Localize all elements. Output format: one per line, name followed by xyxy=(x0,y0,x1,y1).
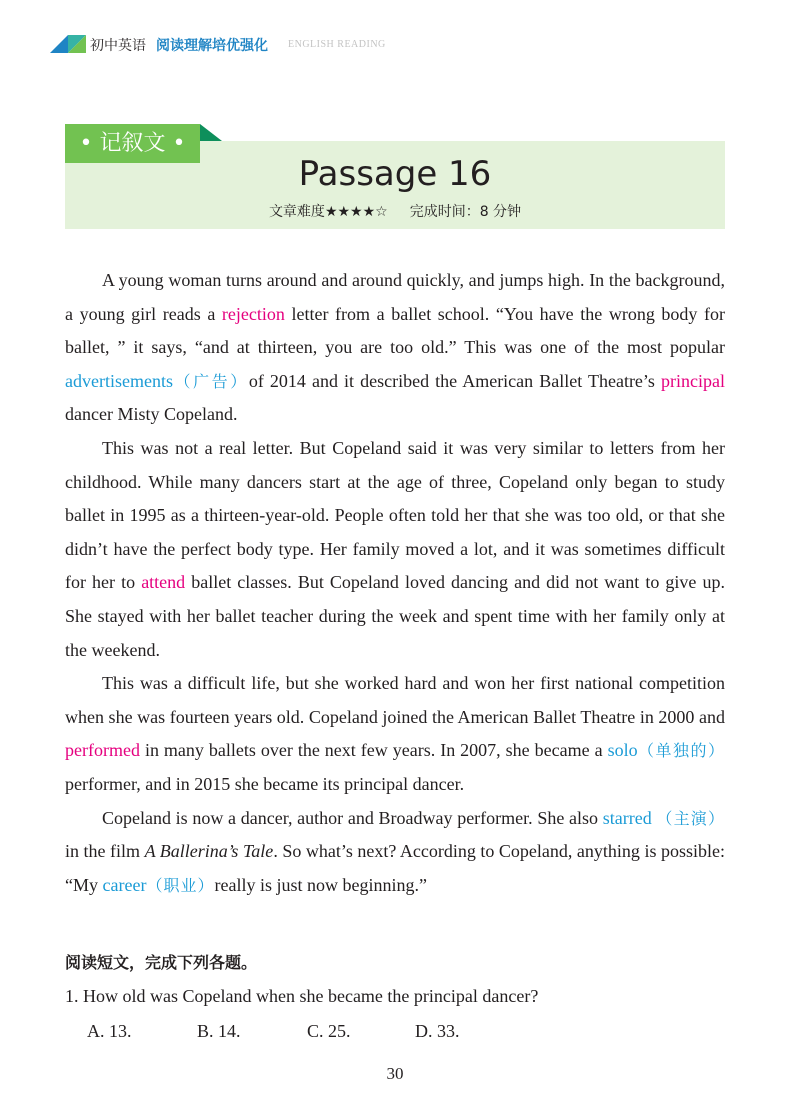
vocab-highlight: advertisements xyxy=(65,370,173,391)
vocab-highlight: rejection xyxy=(221,303,285,324)
vocab-highlight: attend xyxy=(141,572,186,593)
vocab-highlight: career xyxy=(102,874,147,895)
question-instruction: 阅读短文，完成下列各题。 xyxy=(65,953,258,972)
vocab-highlight: starred xyxy=(602,807,652,828)
page-header xyxy=(50,32,410,56)
text-run: dancer Misty Copeland. xyxy=(65,404,238,425)
option-b[interactable]: B. 14. xyxy=(197,1021,241,1041)
vocab-gloss: （广告） xyxy=(172,371,249,391)
article-paragraph xyxy=(65,667,725,801)
difficulty-label: 文章难度 xyxy=(268,204,325,220)
film-title: A Ballerina’s Tale xyxy=(144,841,274,862)
text-run: performer, and in 2015 she became its principal dancer. xyxy=(65,773,465,794)
vocab-gloss: （主演） xyxy=(656,808,725,828)
tag-fold xyxy=(200,124,222,141)
option-d[interactable]: D. 33. xyxy=(415,1021,460,1041)
question-1-options xyxy=(87,1021,507,1047)
vocab-gloss: （职业） xyxy=(146,875,215,895)
option-c[interactable]: C. 25. xyxy=(307,1021,351,1041)
article-paragraph xyxy=(65,802,725,903)
question-1-text: 1. How old was Copeland when she became the principal dancer? xyxy=(65,986,539,1006)
text-run: This was a difficult life, but she worked hard and won her first national competition when she was fourteen years old. Copeland joined the American Ballet Theatre in 2000 and xyxy=(65,673,725,727)
vocab-highlight: performed xyxy=(65,740,140,761)
text-run: Copeland is now a dancer, author and Broadway performer. She also xyxy=(102,807,603,828)
text-run: . So what’s next? According to Copeland, anything is possible: “My xyxy=(65,841,725,895)
article-body xyxy=(65,264,725,902)
text-run: This was not a real letter. But Copeland said it was very similar to letters from her childhood. While many dancers start at the age of three, Copeland only began to study ballet in 1995 as a thirteen-year-old. People often told her that she was too old, or that she didn’t have the perfect body type. Her family moved a lot, and it was sometimes difficult for her to xyxy=(65,437,725,593)
text-run: in many ballets over the next few years. In 2007, she became a xyxy=(139,740,608,761)
article-paragraph xyxy=(65,264,725,432)
text-run: of 2014 and it described the American Ballet Theatre’s xyxy=(248,370,661,391)
time-label: 完成时间：8 分钟 xyxy=(409,204,522,220)
text-run: in the film xyxy=(65,841,145,862)
book-title: 阅读理解培优强化 xyxy=(156,38,268,54)
option-a[interactable]: A. 13. xyxy=(87,1021,132,1041)
text-run: ballet classes. But Copeland loved dancing and did not want to give up. She stayed with her ballet teacher during the week and spent time with her family only at the weekend. xyxy=(65,572,725,660)
passage-meta xyxy=(65,201,725,221)
page-number: 30 xyxy=(386,1064,404,1083)
genre-tag: • 记叙文 • xyxy=(65,124,200,163)
vocab-highlight: solo xyxy=(607,740,638,761)
text-run: letter from a ballet school. “You have the wrong body for ballet, ” it says, “and at thirteen, you are too old.” This was one of the most popular xyxy=(65,303,725,358)
article-paragraph xyxy=(65,432,725,667)
text-run: really is just now beginning.” xyxy=(214,874,427,895)
difficulty-stars: ★★★★☆ xyxy=(324,204,388,220)
text-run: A young woman turns around and around quickly, and jumps high. In the background, a young girl reads a xyxy=(65,270,725,324)
book-logo-icon xyxy=(50,35,86,53)
series-name: 初中英语 xyxy=(90,38,146,54)
passage-title: Passage 16 xyxy=(298,154,492,194)
header-subtitle: ENGLISH READING xyxy=(288,39,386,50)
vocab-gloss: （单独的） xyxy=(637,741,725,761)
vocab-highlight: principal xyxy=(661,370,725,391)
